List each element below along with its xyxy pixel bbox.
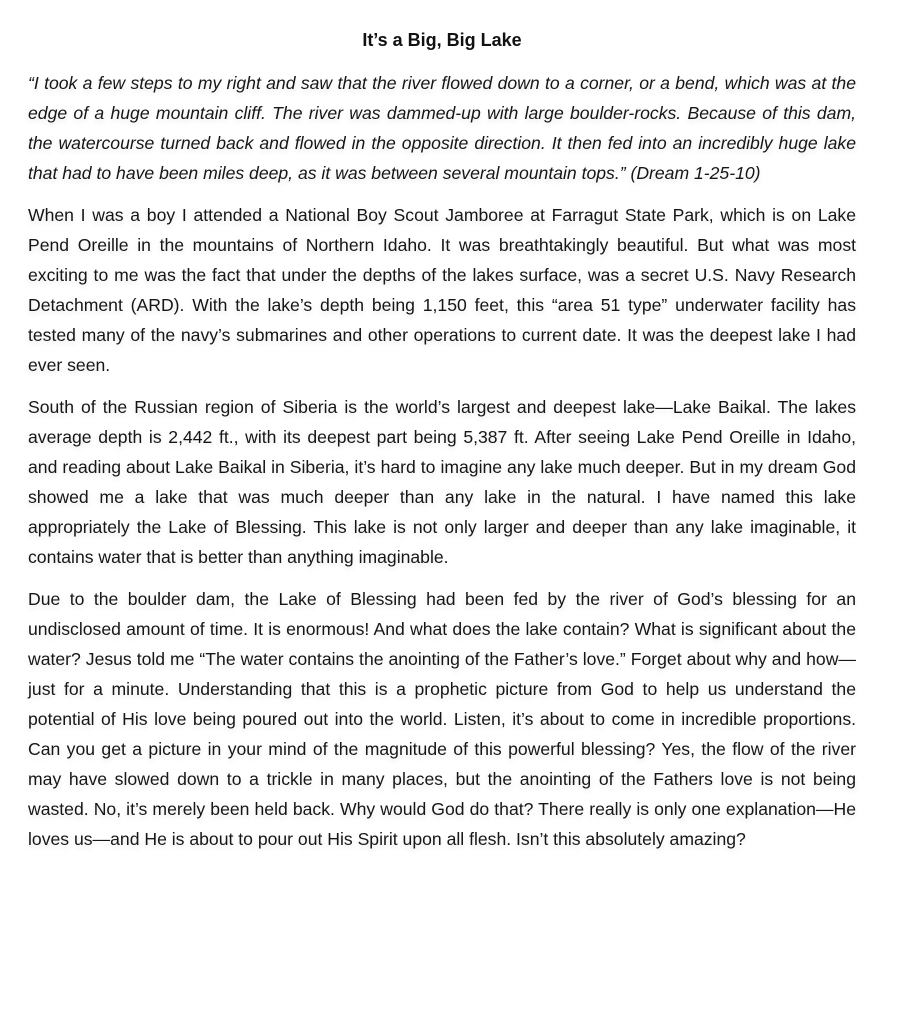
document-title: It’s a Big, Big Lake <box>362 30 522 50</box>
quote-citation: (Dream 1-25-10) <box>625 163 761 183</box>
paragraph-lake-of-blessing: Due to the boulder dam, the Lake of Blessing had been fed by the river of God’s blessing for an undisclosed amount of time. It is enormous! And what does the lake contain? What is significant about the water? Jesus told me “The water contains the anointing of the Father’s love.” Forget about why and how—just for a minute. Understanding that this is a prophetic picture from God to help us understand the potential of His love being poured out into the world. Listen, it’s about to come in incredible proportions. Can you get a picture in your mind of the magnitude of this powerful blessing? Yes, the flow of the river may have slowed down to a trickle in many places, but the anointing of the Fathers love is not being wasted. No, it’s merely been held back. Why would God do that? There really is only one explanation—He loves us—and He is about to pour out His Spirit upon all flesh. Isn’t this absolutely amazing? <box>28 589 856 849</box>
document-page <box>28 26 856 866</box>
paragraph-lake-pend-oreille: When I was a boy I attended a National Boy Scout Jamboree at Farragut State Park, which is on Lake Pend Oreille in the mountains of Northern Idaho. It was breathtakingly beautiful. But what was most exciting to me was the fact that under the depths of the lakes surface, was a secret U.S. Navy Research Detachment (ARD). With the lake’s depth being 1,150 feet, this “area 51 type” underwater facility has tested many of the navy’s submarines and other operations to current date. It was the deepest lake I had ever seen. <box>28 205 856 375</box>
quote-text: “I took a few steps to my right and saw that the river flowed down to a corner, or a bend, which was at the edge of a huge mountain cliff. The river was dammed-up with large boulder-rocks. Because of this dam, the watercourse turned back and flowed in the opposite direction. It then fed into an incredibly huge lake that had to have been miles deep, as it was between several mountain tops.” <box>28 73 856 183</box>
dream-quote <box>28 68 856 188</box>
paragraph-lake-baikal: South of the Russian region of Siberia is the world’s largest and deepest lake—Lake Baikal. The lakes average depth is 2,442 ft., with its deepest part being 5,387 ft. After seeing Lake Pend Oreille in Idaho, and reading about Lake Baikal in Siberia, it’s hard to imagine any lake much deeper. But in my dream God showed me a lake that was much deeper than any lake in the natural. I have named this lake appropriately the Lake of Blessing. This lake is not only larger and deeper than any lake imaginable, it contains water that is better than anything imaginable. <box>28 397 856 567</box>
